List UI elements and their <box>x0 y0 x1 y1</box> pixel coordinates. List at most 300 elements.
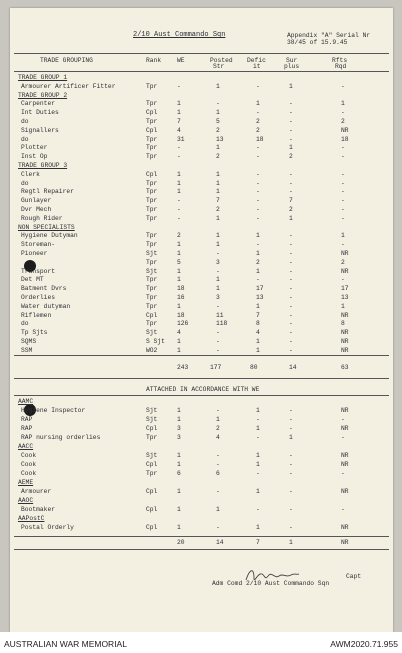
row-label: do <box>21 135 29 143</box>
cell-sur: - <box>289 135 293 143</box>
row-label: Riflemen <box>21 311 52 319</box>
row-label: Cook <box>21 470 37 477</box>
col-rfts-2: Rqd <box>335 63 347 70</box>
cell-we: 1 <box>177 524 181 531</box>
cell-rank: Tpr <box>146 276 158 284</box>
cell-rfts: - <box>341 144 345 152</box>
cell-sur: - <box>289 470 293 477</box>
cell-posted: - <box>216 461 220 468</box>
cell-sur: - <box>289 188 293 196</box>
cell-we: 18 <box>177 311 185 319</box>
row-label: Armourer <box>21 488 52 495</box>
cell-rank: Tpr <box>146 179 158 187</box>
rule <box>14 549 389 550</box>
cell-defic: 1 <box>256 461 260 468</box>
cell-rfts: - <box>341 82 345 90</box>
cell-we: 1 <box>177 461 181 468</box>
cell-posted: 1 <box>216 285 220 293</box>
cell-sur: - <box>289 232 293 240</box>
cell-we: 1 <box>177 241 181 249</box>
cell-we: 126 <box>177 320 189 328</box>
row-label: Pioneer <box>21 250 48 257</box>
col-defic: Defic <box>247 57 266 64</box>
row-label: Inst Op <box>21 153 48 161</box>
cell-posted: 3 <box>216 294 220 301</box>
cell-we: 1 <box>177 179 181 187</box>
cell-defic: - <box>256 109 260 117</box>
cell-rank: Tpr <box>146 82 158 90</box>
cell-rfts: - <box>341 197 345 205</box>
cell-sur: 1 <box>289 82 293 90</box>
cell-rank: Cpl <box>146 311 158 319</box>
archive-name: AUSTRALIAN WAR MEMORIAL <box>4 639 127 649</box>
cell-defic: - <box>256 206 260 213</box>
cell-sur: - <box>289 109 293 117</box>
cell-rfts: NR <box>341 488 349 495</box>
cell-rank: Cpl <box>146 170 158 178</box>
rule <box>14 355 389 356</box>
cell-defic: - <box>256 197 260 205</box>
cell-we: 4 <box>177 329 181 337</box>
cell-posted: 1 <box>216 214 220 222</box>
attached-total-posted: 14 <box>216 539 224 546</box>
cell-defic: - <box>256 434 260 441</box>
cell-posted: - <box>216 346 220 354</box>
cell-we: 31 <box>177 135 185 143</box>
rule <box>14 378 389 379</box>
cell-defic: 1 <box>256 232 260 240</box>
cell-rank: Tpr <box>146 144 158 152</box>
cell-rfts: NR <box>341 452 349 459</box>
cell-posted: 1 <box>216 241 220 249</box>
rule <box>14 395 389 396</box>
row-label: Rough Rider <box>21 214 63 222</box>
row-label: do <box>21 320 29 328</box>
cell-rfts: 1 <box>341 232 345 240</box>
cell-rank: Tpr <box>146 118 158 125</box>
cell-rfts: - <box>341 434 345 441</box>
cell-rfts: NR <box>341 338 349 345</box>
cell-sur: 1 <box>289 434 293 441</box>
cell-sur: - <box>289 320 293 328</box>
cell-sur: - <box>289 416 293 423</box>
cell-sur: 2 <box>289 206 293 213</box>
cell-sur: - <box>289 524 293 531</box>
section-heading: AAPostC <box>18 515 45 522</box>
cell-sur: - <box>289 302 293 310</box>
cell-we: 1 <box>177 100 181 108</box>
cell-we: 1 <box>177 170 181 178</box>
cell-rank: S Sjt <box>146 338 165 345</box>
cell-defic: 1 <box>256 100 260 108</box>
cell-defic: - <box>256 170 260 178</box>
cell-sur: - <box>289 126 293 134</box>
cell-rfts: NR <box>341 425 349 432</box>
cell-defic: 1 <box>256 524 260 531</box>
cell-sur: - <box>289 506 293 513</box>
cell-posted: 2 <box>216 206 220 213</box>
cell-rfts: NR <box>341 461 349 468</box>
cell-rfts: 1 <box>341 100 345 108</box>
cell-posted: - <box>216 524 220 531</box>
cell-defic: - <box>256 188 260 196</box>
appendix-ref: Appendix "A" Serial Nr <box>287 32 371 39</box>
row-label: Dvr Mech <box>21 206 52 213</box>
cell-defic: 2 <box>256 258 260 266</box>
cell-defic: - <box>256 179 260 187</box>
cell-rank: Cpl <box>146 126 158 134</box>
row-label: RAP nursing orderlies <box>21 434 101 441</box>
cell-posted: - <box>216 452 220 459</box>
attached-total-we: 20 <box>177 539 185 546</box>
archive-reference: AWM2020.71.955 <box>330 639 398 649</box>
cell-defic: 2 <box>256 126 260 134</box>
col-posted-2: Str <box>213 63 225 70</box>
col-grouping: TRADE GROUPING <box>40 57 93 64</box>
cell-we: 1 <box>177 416 181 423</box>
cell-rank: Sjt <box>146 250 158 257</box>
cell-rank: Tpr <box>146 320 158 328</box>
appendix-serial: 38/45 of 15.9.45 <box>287 39 348 46</box>
cell-posted: - <box>216 407 220 414</box>
cell-rank: Cpl <box>146 109 158 117</box>
section-heading: AAMC <box>18 398 34 405</box>
cell-we: 16 <box>177 294 185 301</box>
cell-rfts: NR <box>341 250 349 257</box>
cell-sur: - <box>289 100 293 108</box>
cell-we: 3 <box>177 434 181 441</box>
cell-rank: Tpr <box>146 232 158 240</box>
cell-we: 18 <box>177 285 185 293</box>
total-surplus: 14 <box>289 364 297 371</box>
cell-posted: - <box>216 100 220 108</box>
row-label: Int Duties <box>21 109 59 117</box>
cell-sur: - <box>289 461 293 468</box>
cell-rank: Sjt <box>146 329 158 337</box>
cell-sur: 7 <box>289 197 293 205</box>
cell-we: - <box>177 82 181 90</box>
cell-defic: 1 <box>256 452 260 459</box>
cell-posted: 1 <box>216 416 220 423</box>
section-heading: NON SPECIALISTS <box>18 223 75 231</box>
cell-rank: Sjt <box>146 416 158 423</box>
cell-rfts: 13 <box>341 294 349 301</box>
cell-we: - <box>177 214 181 222</box>
row-label: Postal Orderly <box>21 524 74 531</box>
cell-sur: - <box>289 311 293 319</box>
row-label: RAP <box>21 416 33 423</box>
row-label: Plotter <box>21 144 48 152</box>
cell-posted: 2 <box>216 425 220 432</box>
cell-rfts: - <box>341 179 345 187</box>
cell-posted: 13 <box>216 135 224 143</box>
cell-we: 1 <box>177 188 181 196</box>
cell-defic: - <box>256 276 260 284</box>
cell-rfts: - <box>341 153 345 161</box>
cell-rfts: NR <box>341 524 349 531</box>
cell-sur: - <box>289 118 293 125</box>
cell-defic: - <box>256 416 260 423</box>
rule <box>14 71 389 72</box>
total-defic: 80 <box>250 364 258 371</box>
cell-defic: 4 <box>256 329 260 337</box>
cell-rfts: - <box>341 170 345 178</box>
row-label: do <box>21 179 29 187</box>
cell-rfts: - <box>341 206 345 213</box>
cell-defic: 1 <box>256 407 260 414</box>
cell-sur: - <box>289 329 293 337</box>
cell-posted: 1 <box>216 179 220 187</box>
cell-we: 7 <box>177 118 181 125</box>
cell-defic: 8 <box>256 320 260 328</box>
cell-posted: 1 <box>216 109 220 117</box>
row-label: Cook <box>21 461 37 468</box>
cell-we: - <box>177 197 181 205</box>
cell-rfts: 17 <box>341 285 349 293</box>
row-label: Gunlayer <box>21 197 52 205</box>
cell-defic: 1 <box>256 302 260 310</box>
attached-total-surplus: 1 <box>289 539 293 546</box>
cell-we: 1 <box>177 506 181 513</box>
cell-defic: 1 <box>256 267 260 275</box>
cell-rfts: - <box>341 506 345 513</box>
section-heading: AACC <box>18 443 34 450</box>
cell-rank: Tpr <box>146 135 158 143</box>
col-rank: Rank <box>146 57 162 64</box>
row-label: Carpenter <box>21 100 56 108</box>
cell-posted: 5 <box>216 118 220 125</box>
cell-defic: - <box>256 470 260 477</box>
cell-posted: - <box>216 267 220 275</box>
total-posted: 177 <box>210 364 222 371</box>
cell-rank: Tpr <box>146 100 158 108</box>
cell-rfts: - <box>341 109 345 117</box>
cell-we: - <box>177 206 181 213</box>
section-heading: TRADE GROUP 1 <box>18 74 68 81</box>
cell-sur: - <box>289 258 293 266</box>
cell-we: 1 <box>177 276 181 284</box>
cell-rank: Tpr <box>146 197 158 205</box>
row-label: SSM <box>21 346 33 354</box>
cell-posted: 2 <box>216 153 220 161</box>
cell-rank: Sjt <box>146 452 158 459</box>
attached-heading: ATTACHED IN ACCORDANCE WITH WE <box>146 386 260 393</box>
cell-rfts: NR <box>341 329 349 337</box>
cell-posted: - <box>216 329 220 337</box>
row-label: SQMS <box>21 338 37 345</box>
cell-rfts: NR <box>341 126 349 134</box>
cell-we: 1 <box>177 250 181 257</box>
cell-defic: - <box>256 506 260 513</box>
cell-rfts: - <box>341 241 345 249</box>
document-page <box>10 8 393 632</box>
cell-rfts: 2 <box>341 118 345 125</box>
cell-posted: - <box>216 488 220 495</box>
cell-rfts: 18 <box>341 135 349 143</box>
rule <box>14 53 389 54</box>
cell-sur: - <box>289 346 293 354</box>
cell-we: 2 <box>177 232 181 240</box>
col-we: WE <box>177 57 185 64</box>
cell-sur: - <box>289 276 293 284</box>
cell-rank: Tpr <box>146 214 158 222</box>
archive-footer <box>0 632 402 653</box>
cell-rank: Cpl <box>146 488 158 495</box>
cell-rank: Tpr <box>146 294 158 301</box>
cell-defic: - <box>256 214 260 222</box>
signatory-rank: Capt <box>346 573 362 580</box>
cell-posted: - <box>216 302 220 310</box>
cell-defic: - <box>256 241 260 249</box>
cell-rfts: NR <box>341 267 349 275</box>
row-label: Regtl Repairer <box>21 188 74 196</box>
cell-rank: Sjt <box>146 267 158 275</box>
row-label: Hygiene Dutyman <box>21 232 78 240</box>
cell-rank: Tpr <box>146 470 158 477</box>
cell-rank: Tpr <box>146 258 158 266</box>
col-defic-2: it <box>253 63 261 70</box>
cell-sur: - <box>289 294 293 301</box>
cell-we: - <box>177 144 181 152</box>
row-label: Signallers <box>21 126 59 134</box>
cell-rfts: 8 <box>341 320 345 328</box>
col-surplus-2: plus <box>284 63 300 70</box>
section-heading: AEME <box>18 479 34 486</box>
cell-rfts: NR <box>341 407 349 414</box>
cell-sur: - <box>289 179 293 187</box>
cell-we: 4 <box>177 126 181 134</box>
cell-defic: 1 <box>256 338 260 345</box>
cell-rfts: - <box>341 214 345 222</box>
row-label: Batment Dvrs <box>21 285 67 293</box>
cell-posted: 1 <box>216 170 220 178</box>
cell-sur: - <box>289 241 293 249</box>
cell-defic: 1 <box>256 425 260 432</box>
cell-we: 1 <box>177 488 181 495</box>
cell-defic: 1 <box>256 488 260 495</box>
row-label: Orderlies <box>21 294 56 301</box>
cell-posted: - <box>216 338 220 345</box>
cell-rfts: 1 <box>341 302 345 310</box>
cell-we: 1 <box>177 267 181 275</box>
cell-we: 1 <box>177 452 181 459</box>
cell-we: 3 <box>177 425 181 432</box>
cell-sur: 1 <box>289 214 293 222</box>
cell-we: 1 <box>177 346 181 354</box>
cell-posted: 7 <box>216 197 220 205</box>
cell-posted: 4 <box>216 434 220 441</box>
cell-posted: - <box>216 250 220 257</box>
cell-posted: 1 <box>216 276 220 284</box>
row-label: Bootmaker <box>21 506 56 513</box>
cell-rank: Cpl <box>146 461 158 468</box>
signatory-title: Adm Comd 2/10 Aust Commando Sqn <box>212 580 330 587</box>
cell-sur: - <box>289 285 293 293</box>
row-label: do <box>21 118 29 125</box>
cell-defic: - <box>256 82 260 90</box>
cell-we: 5 <box>177 258 181 266</box>
cell-rank: Tpr <box>146 241 158 249</box>
total-rfts: 63 <box>341 364 349 371</box>
row-label: Clerk <box>21 170 40 178</box>
cell-we: 1 <box>177 338 181 345</box>
attached-total-rfts: NR <box>341 539 349 546</box>
col-surplus: Sur <box>286 57 298 64</box>
cell-we: 1 <box>177 407 181 414</box>
cell-rfts: NR <box>341 311 349 319</box>
cell-rank: Cpl <box>146 506 158 513</box>
row-label: Transport <box>21 267 56 275</box>
cell-we: - <box>177 153 181 161</box>
cell-sur: - <box>289 425 293 432</box>
attached-total-defic: 7 <box>256 539 260 546</box>
cell-sur: - <box>289 488 293 495</box>
row-label: Det MT <box>21 276 44 284</box>
cell-sur: - <box>289 267 293 275</box>
cell-we: 6 <box>177 470 181 477</box>
cell-we: 1 <box>177 302 181 310</box>
cell-rfts: - <box>341 470 345 477</box>
col-posted: Posted <box>210 57 233 64</box>
cell-rank: WO2 <box>146 346 158 354</box>
cell-rfts: - <box>341 276 345 284</box>
cell-rank: Tpr <box>146 434 158 441</box>
row-label: Cook <box>21 452 37 459</box>
cell-posted: 6 <box>216 470 220 477</box>
cell-rank: Tpr <box>146 188 158 196</box>
cell-sur: - <box>289 250 293 257</box>
cell-rank: Sjt <box>146 407 158 414</box>
cell-defic: 1 <box>256 346 260 354</box>
cell-rfts: - <box>341 188 345 196</box>
cell-rank: Tpr <box>146 153 158 161</box>
cell-sur: - <box>289 338 293 345</box>
row-label: Storeman- <box>21 241 56 249</box>
cell-defic: 2 <box>256 118 260 125</box>
row-label: Water dutyman <box>21 302 71 310</box>
cell-posted: 118 <box>216 320 228 328</box>
cell-defic: 1 <box>256 250 260 257</box>
cell-rfts: - <box>341 416 345 423</box>
cell-defic: 17 <box>256 285 264 293</box>
section-heading: TRADE GROUP 2 <box>18 91 68 99</box>
cell-sur: - <box>289 452 293 459</box>
cell-we: 1 <box>177 109 181 117</box>
cell-sur: - <box>289 407 293 414</box>
cell-posted: 1 <box>216 188 220 196</box>
cell-posted: 2 <box>216 126 220 134</box>
cell-defic: - <box>256 144 260 152</box>
cell-defic: 18 <box>256 135 264 143</box>
section-heading: AAOC <box>18 497 34 504</box>
cell-rank: Tpr <box>146 285 158 293</box>
row-label: Hygiene Inspector <box>21 407 86 414</box>
total-we: 243 <box>177 364 189 371</box>
cell-posted: 11 <box>216 311 224 319</box>
rule <box>14 536 389 537</box>
cell-defic: 7 <box>256 311 260 319</box>
cell-rank: Tpr <box>146 206 158 213</box>
cell-sur: 2 <box>289 153 293 161</box>
cell-sur: - <box>289 170 293 178</box>
row-label: Armourer Artificer Fitter <box>21 82 116 90</box>
row-label: Tp Sjts <box>21 329 48 337</box>
cell-posted: 1 <box>216 82 220 90</box>
col-rfts: Rfts <box>332 57 348 64</box>
row-label: RAP <box>21 425 33 432</box>
cell-posted: 1 <box>216 144 220 152</box>
cell-defic: - <box>256 153 260 161</box>
